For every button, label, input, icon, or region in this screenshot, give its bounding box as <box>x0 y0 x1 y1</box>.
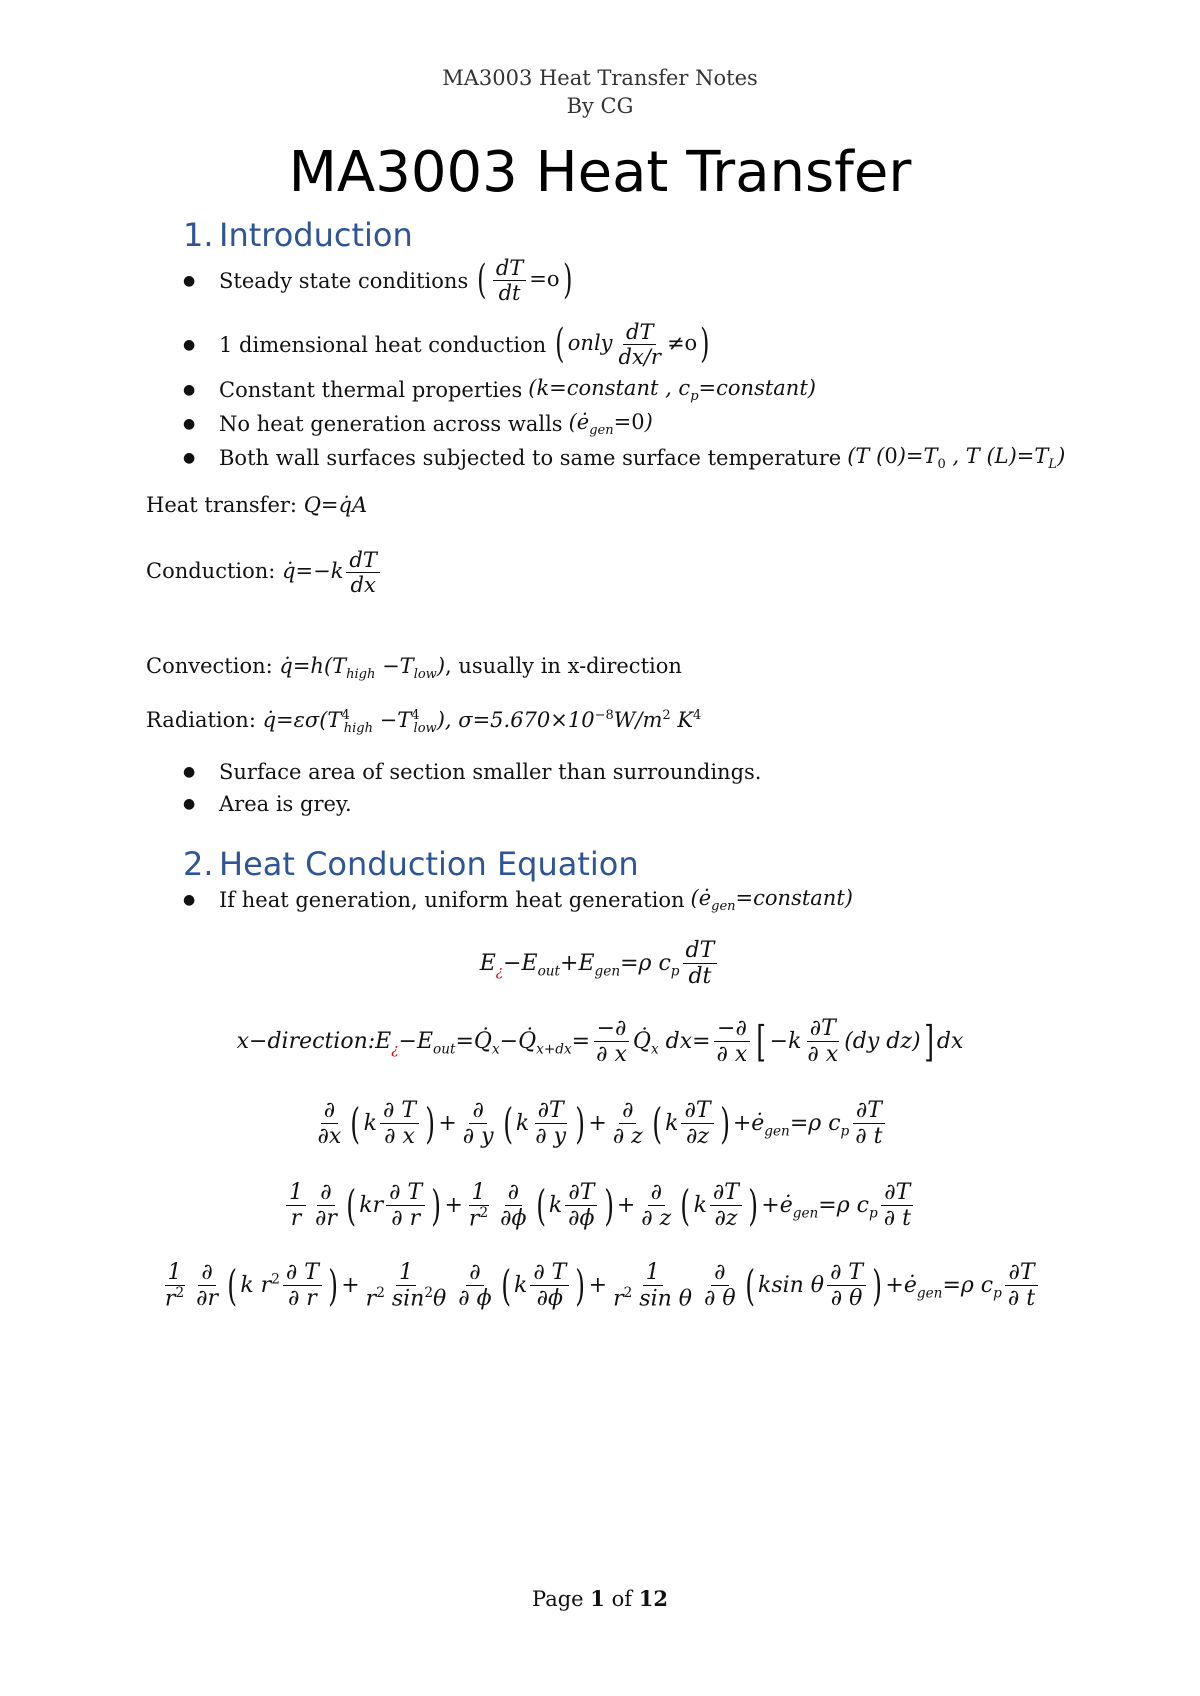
footer-page-total: 12 <box>638 1586 668 1611</box>
formula: ( $\frac{dT}{dt}$ =o) <box>477 256 572 306</box>
footer-page-number: 1 <box>590 1586 605 1611</box>
section-title: Heat Conduction Equation <box>219 845 639 883</box>
sigma-exponent: −8 <box>594 708 614 723</box>
formula: (T $(0)=T_0$ , T $(L)=T_L$) <box>847 444 1066 473</box>
section-heading-conduction-equation <box>183 845 639 883</box>
radiation-formula <box>146 708 701 736</box>
running-header-title: MA3003 Heat Transfer Notes <box>442 66 758 90</box>
list-item <box>183 792 352 816</box>
sigma-units: W/m <box>613 708 663 732</box>
running-header-author: By CG <box>566 94 634 118</box>
list-item-text: Surface area of section smaller than surroundings. <box>219 760 762 784</box>
conduction-formula <box>146 548 383 597</box>
formula-label: Conduction: <box>146 559 276 584</box>
formula: ( only $\frac{dT}{dx/r}$ ≠o) <box>555 320 710 370</box>
list-item <box>183 376 816 404</box>
energy-balance-equation: $E_¿-E_{out}+E_{gen}=\rho$ $c_p$ $\frac{dT}{dt}$ <box>0 938 1200 990</box>
cylindrical-equation: $\frac{1}{r}$ $\frac{\partial}{\partial r}$ ( kr $\frac{\partial T}{\partial r}$ ) + $\frac{1}{r^2}$ $\frac{\partial}{\partial\phi}$ ( k $\frac{\partial T}{\partial\phi}$ ) + $\frac{\partial}{\partial z}$ ( k $\frac{\partial T}{\partial z}$ ) $+ė_{gen}=\rho$ $c_p$ $\frac{\partial T}{\partial t}$ <box>0 1180 1200 1232</box>
spherical-equation: $\frac{1}{r^2}$ $\frac{\partial}{\partial r}$ ( k $r^2$ $\frac{\partial T}{\partial r}$ ) + $\frac{1}{r^2 \sin^2\theta}$ $\frac{\partial}{\partial \phi}$ ( k $\frac{\partial T}{\partial\phi}$ ) + $\frac{1}{r^2 \sin \theta}$ $\frac{\partial}{\partial \theta}$ ( ksin θ $\frac{\partial T}{\partial \theta}$ ) $+ė_{gen}=\rho$ $c_p$ $\frac{\partial T}{\partial t}$ <box>0 1260 1200 1312</box>
list-item <box>183 320 713 369</box>
footer-page-word: Page <box>532 1587 584 1611</box>
bullet-icon: ● <box>183 336 196 353</box>
page-title: MA3003 Heat Transfer <box>288 140 912 205</box>
list-item-text: No heat generation across walls <box>219 412 563 437</box>
list-item <box>183 444 1065 472</box>
formula: $q̇=h(T_{high} -T_{low})$ <box>279 654 446 683</box>
list-item <box>183 256 575 305</box>
bullet-icon: ● <box>183 382 196 399</box>
formula-label: Convection: <box>146 654 273 678</box>
formula: (k=constant , $c_p=constant$) <box>528 376 816 405</box>
sigma-value: σ=5.670×10 <box>458 708 595 732</box>
list-item-text: Area is grey. <box>219 792 352 816</box>
section-heading-introduction <box>183 216 413 254</box>
bullet-icon: ● <box>183 796 196 812</box>
list-item-text: Constant thermal properties <box>219 378 523 403</box>
list-item <box>183 886 853 914</box>
section-number: 1. <box>183 216 214 254</box>
formula: $(ė_{gen}=constant)$ <box>690 886 853 915</box>
list-item <box>183 410 653 438</box>
footer-of-word: of <box>611 1587 633 1611</box>
formula: q̇=−k $\frac{dT}{dx}$ <box>282 559 383 583</box>
formula-label: Heat transfer: <box>146 493 297 517</box>
formula-label: Radiation: <box>146 708 256 732</box>
bullet-icon: ● <box>183 272 196 289</box>
cartesian-equation: $\frac{\partial}{\partial x}$ ( k $\frac{\partial T}{\partial x}$ ) + $\frac{\partial}{\partial y}$ ( k $\frac{\partial T}{\partial y}$ ) + $\frac{\partial}{\partial z}$ ( k $\frac{\partial T}{\partial z}$ ) $+ė_{gen}=\rho$ $c_p$ $\frac{\partial T}{\partial t}$ <box>0 1098 1200 1150</box>
bullet-icon: ● <box>183 416 196 433</box>
formula: $q̇=\varepsilon\sigma(T^4_{high} -T^4_{low})$, $\sigma=5.670\times 10^{-8}W/m^2$ $K^4$ <box>262 708 702 737</box>
section-number: 2. <box>183 845 214 883</box>
page-footer <box>0 1586 1200 1611</box>
section-title: Introduction <box>219 216 413 254</box>
heat-transfer-formula <box>146 493 367 517</box>
formula: $(ė_{gen}=0)$ <box>568 410 653 439</box>
list-item <box>183 760 761 784</box>
x-direction-equation: $x-direction:E_¿-E_{out}=Q̇_x-Q̇_{x+dx}=$ $\frac{-\partial}{\partial x}$ $Q̇_x$ dx= $\frac{-\partial}{\partial x}$ [ −k $\frac{\partial T}{\partial x}$ (dy dz)] dx <box>236 1016 964 1068</box>
bullet-icon: ● <box>183 764 196 780</box>
list-item-text: If heat generation, uniform heat generation <box>219 888 685 913</box>
list-item-text: Steady state conditions <box>219 268 469 293</box>
list-item-text: 1 dimensional heat conduction <box>219 332 547 357</box>
bullet-icon: ● <box>183 450 196 467</box>
formula: Q=q̇A <box>303 493 368 517</box>
convection-formula <box>146 654 682 682</box>
list-item-text: Both wall surfaces subjected to same surface temperature <box>219 446 842 471</box>
formula-note: , usually in x-direction <box>445 654 682 678</box>
bullet-icon: ● <box>183 892 196 909</box>
